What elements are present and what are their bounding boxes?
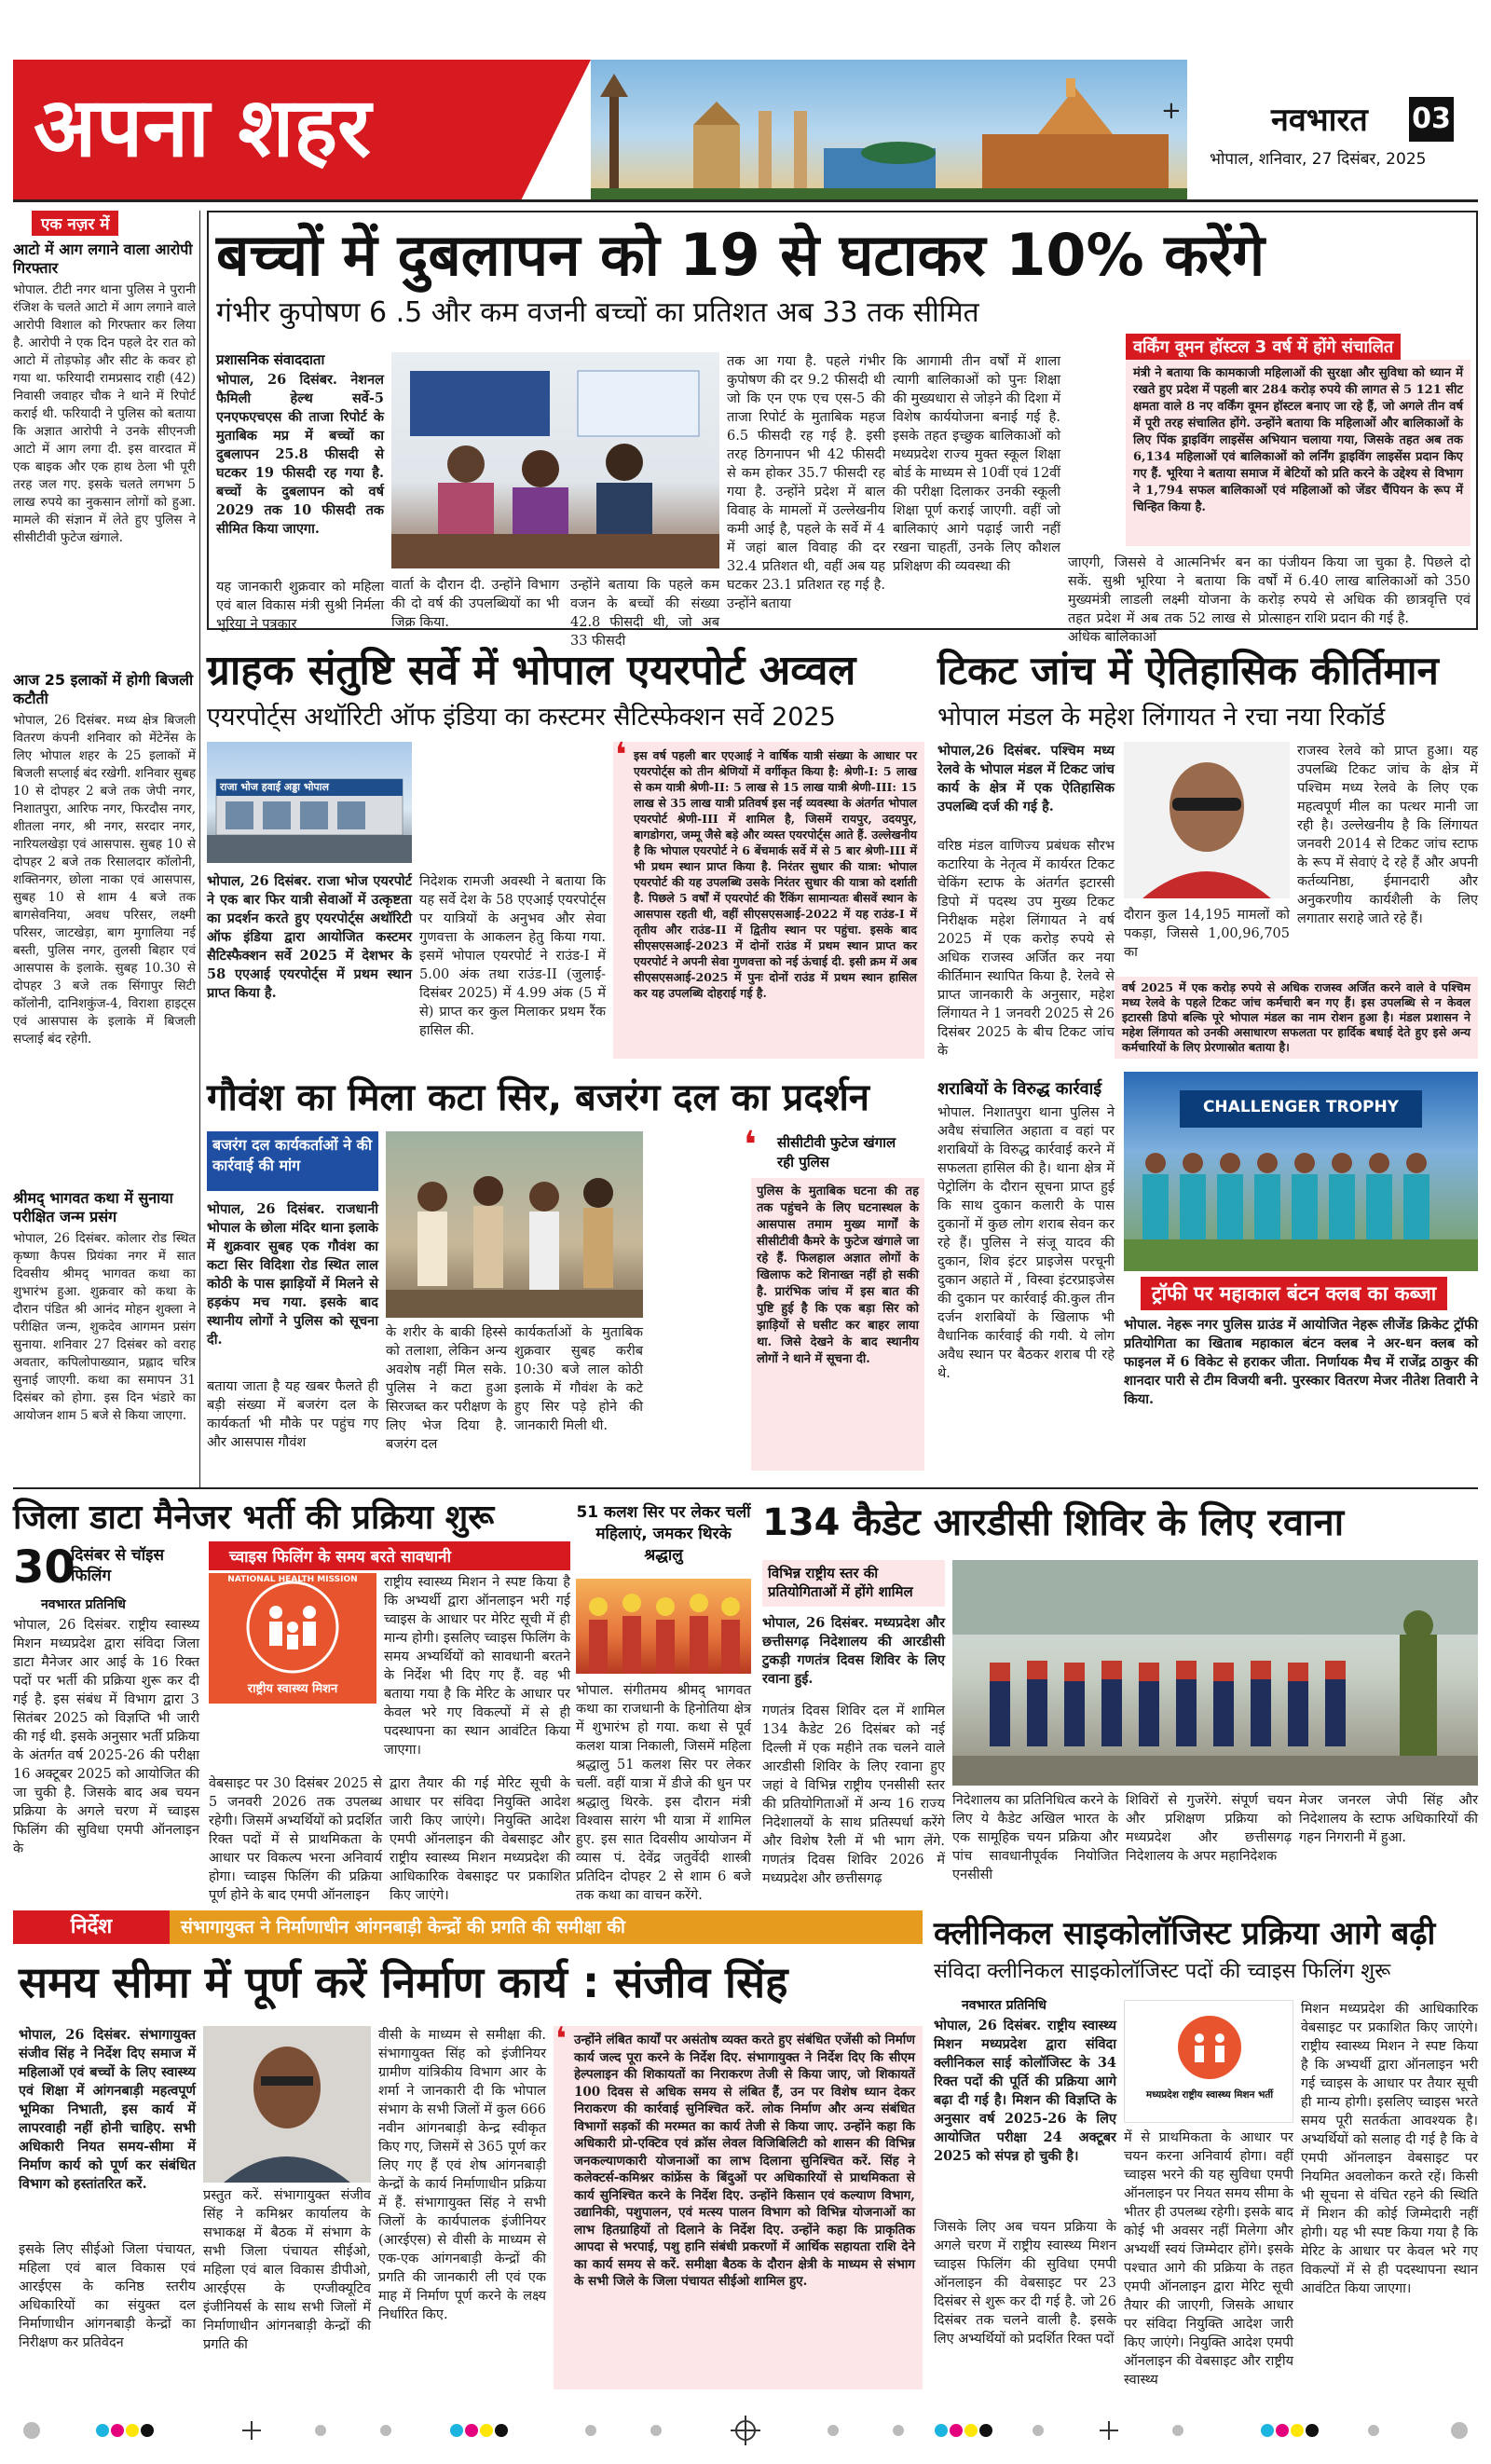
ncc-tag: विभिन्न राष्ट्रीय स्तर की प्रतियोगिताओं में होंगे शामिल (762, 1560, 945, 1607)
psych-col1b: जिसके लिए अब चयन प्रक्रिया के अगले चरण में राष्ट्रीय स्वास्थ्य मिशन च्वाइस फिलिंग की सुविधा एमपी ऑनलाइन की वेबसाइट पर 23 दिसंबर से शुरू कर दी गई है. जो 26 दिसंबर तक चलने वाली है. इसके लिए अभ्यर्थियों को प्रदर्शित रिक्त पदों (934, 2220, 1116, 2347)
section-rule (13, 1487, 1478, 1489)
airport-headline: ग्राहक संतुष्टि सर्वे में भोपाल एयरपोर्ट अव्वल (207, 647, 856, 694)
lead-headline: बच्चों में दुबलापन को 19 से घटाकर 10% करेंगे (216, 221, 1265, 289)
trophy-headline: ट्रॉफी पर महाकाल बंटन क्लब का कब्जा (1141, 1277, 1447, 1310)
portrait-illustration (1124, 742, 1290, 898)
section-title: अपना शहर (34, 79, 372, 175)
data-manager-story (13, 1495, 570, 1905)
airport-photo (207, 742, 412, 863)
ticket-col1: वरिष्ठ मंडल वाणिज्य प्रबंधक सौरभ कटारिया के नेतृत्व में कार्यरत टिकट चेकिंग स्टाफ के अंतर्गत इटारसी डिपो में पदस्थ उप मुख्य टिकट निरीक्षक महेश लिंगायत ने वर्ष 2025 में एक करोड़ रुपये से अधिक राजस्व अर्जित कर नया कीर्तिमान स्थापित किया है. रेलवे से प्राप्त जानकारी के अनुसार, महेश लिंगायत ने 1 जनवरी 2025 से 26 दिसंबर 2025 के बीच टिकट जांच के (937, 839, 1115, 1059)
anganwadi-headline: समय सीमा में पूर्ण करें निर्माण कार्य : संजीव सिंह (19, 1957, 788, 2007)
ticket-headline: टिकट जांच में ऐतिहासिक कीर्तिमान (937, 648, 1439, 693)
kalash-illustration (576, 1579, 751, 1674)
psych-logo-graphic (1125, 2001, 1294, 2124)
cow-tag: बजरंग दल कार्यकर्ताओं ने की कार्रवाई की मांग (207, 1131, 378, 1191)
psych-story (934, 1910, 1478, 2395)
lead-col6b: का पंजीयन किया जा चुका है. पिछले दो वर्षों में 6.40 लाख बालिकाओं को 350 करोड़ रुपये से अधिक की छात्रवृत्ति एवं प्रोत्साहन राशि प्रदान की गई है. (1258, 555, 1470, 626)
trophy-text: भोपाल. नेहरू नगर पुलिस ग्राउंड में आयोजित नेहरू लीजेंड क्रिकेट ट्रॉफी प्रतियोगिता का खिताब महाकाल बंटन क्लब ने अर-धन क्लब को फाइनल में 6 विकेट से हराकर जीता. निर्णायक मैच में राजेंद्र ठाकुर की शानदार पारी से टीम विजयी बनी. पुरस्कार वितरण मेजर नीतेश तिवारी ने किया. (1124, 1317, 1478, 1407)
ticket-story (937, 643, 1478, 1062)
city-landmarks-collage (591, 60, 1187, 199)
psych-byline: नवभारत प्रतिनिधि (962, 1998, 1046, 2013)
kalash-photo (576, 1579, 751, 1674)
cow-headline: गौवंश का मिला कटा सिर, बजरंग दल का प्रदर्शन (207, 1076, 870, 1119)
dm-col1: भोपाल, 26 दिसंबर. राष्ट्रीय स्वास्थ्य मिशन मध्यप्रदेश द्वारा संविदा जिला डाटा मैनेजर आर आई के 16 रिक्त पदों पर भर्ती की प्रक्रिया शुरू कर दी गई है. इस संबंध में विभाग द्वारा 3 सितंबर 2025 को विज्ञप्ति भी जारी की गई थी. इसके अनुसार भर्ती प्रक्रिया के अंतर्गत वर्ष 2025-26 की परीक्षा 16 अक्टूबर 2025 को आयोजित की जा चुकी है. जिसके बाद अब चयन प्रक्रिया के अगले चरण में च्वाइस फिलिंग की सुविधा एमपी ऑनलाइन के (13, 1618, 199, 1856)
anganwadi-col1b: इसके लिए सीईओ जिला पंचायत, महिला एवं बाल विकास एवं आरईएस के कनिष्ठ स्तरीय अधिकारियों का संयुक्त दल निर्माणाधीन आंगनबाड़ी केन्द्रों का निरीक्षण कर प्रतिवेदन (19, 2242, 196, 2350)
cow-intro: भोपाल, 26 दिसंबर. राजधानी भोपाल के छोला मंदिर थाना इलाके में शुक्रवार सुबह एक गौवंश का कटा सिर विदिशा रोड स्थित लाल कोठी के पास झाड़ियों में मिलने से हड़कंप मच गया. इसके बाद स्थानीय लोगों ने पुलिस को सूचना दी. (207, 1201, 378, 1348)
psych-logo-text: मध्यप्रदेश राष्ट्रीय स्वास्थ्य मिशन भर्ती (1145, 2089, 1274, 2101)
quote-mark-icon: ❛ (615, 736, 627, 774)
sidebar-label: एक नज़र में (32, 211, 118, 236)
dm-col2: वेबसाइट पर 30 दिसंबर 2025 से 5 जनवरी 2026 तक उपलब्ध रहेगी। जिसमें अभ्यर्थियों को प्रदर्शित रिक्त पदों में से प्राथमिकता के आधार पर विकल्प भरना अनिवार्य होगा। च्वाइस फिलिंग की प्रक्रिया पूर्ण होने के बाद एमपी ऑनलाइन (209, 1776, 382, 1903)
ncc-cadets-photo (952, 1560, 1478, 1786)
trophy-banner-text: CHALLENGER TROPHY (1202, 1098, 1400, 1116)
kalash-headline: 51 कलश सिर पर लेकर चलीं महिलाएं, जमकर थिरके श्रद्धालु (576, 1503, 751, 1565)
sidebar-brief-1-text: भोपाल. टीटी नगर थाना पुलिस ने पुरानी रंजिश के चलते आटो में आग लगाने वाले आरोपी विशाल को गिरफ्तार कर लिया है. आरोपी ने एक दिन पहले देर रात को आटो में तोड़फोड़ और सीट के कवर हो गया था. फरियादी रामप्रसाद राही (42) निवासी जवाहर चौक ने थाने में रिपोर्ट कराई थी. फरियादी ने पुलिस को बताया कि अज्ञात आरोपी ने उनके सीएनजी आटो में आग लगा दी. इस वारदात में एक बाइक और एक हाथ ठेला भी पूरी तरह जल गए. इसके चलते लगभग 5 लाख रुपये का नुकसान लोगों को हुआ. मामले की संज्ञान में लेते हुए पुलिस ने सीसीटीवी फुटेज खंगाले. (13, 282, 196, 545)
trophy-story (1124, 1072, 1478, 1472)
sidebar-brief-3-title: श्रीमद् भागवत कथा में सुनाया परीक्षित जन्म प्रसंग (13, 1189, 173, 1225)
airport-building-illustration (207, 742, 412, 863)
psych-col2b: में से प्राथमिकता के आधार पर चयन करना अनिवार्य होगा। वहीं च्वाइस भरने की यह सुविधा एमपी ऑनलाइन पर नियत समय सीमा के भीतर ही उपलब्ध रहेगी। इसके बाद कोई भी अवसर नहीं मिलेगा और अभ्यर्थी स्वयं जिम्मेदार होंगे। इसके पश्चात आगे की प्रक्रिया के तहत एमपी ऑनलाइन द्वारा मेरिट सूची तैयार की जाएगी, जिसके आधार पर संविदा नियुक्ति आदेश जारी किए जाएंगे। नियुक्ति आदेश एमपी ऑनलाइन की वेबसाइट और राष्ट्रीय स्वास्थ्य (1124, 2130, 1293, 2388)
drunk-text: भोपाल. निशातपुरा थाना पुलिस ने अवैध संचालित अहाता व वहां पर शराबियों के विरुद्ध कार्रवाई करने में सफलता हासिल की है। थाना क्षेत्र में पेट्रोलिंग के दौरान सूचना प्राप्त हुई कि साथ दुकान कलारी के पास दुकानों में कुछ लोग शराब सेवन कर रहे हैं। पुलिस ने संजू यादव की दुकान, शिव इंटर प्राइजेस परचूनी दुकान अहाते में , विस्वा इंटरप्राइजेस की दुकान पर कार्रवाई की.कुल तीन दर्जन शराबियों के खिलाफ भी वैधानिक कार्रवाई की गयी. ये लोग अवैध स्थान पर बैठकर शराब पी रहे थे. (937, 1105, 1115, 1381)
lead-story (207, 211, 1478, 649)
ticket-col2: राजस्व रेलवे को प्राप्त हुआ। यह उपलब्धि टिकट जांच के क्षेत्र में पश्चिम मध्य रेलवे के लिए एक महत्वपूर्ण मील का पत्थर मानी जा रही है। उल्लेखनीय है कि लिंगायत जनवरी 2014 से टिकट जांच स्टाफ के रूप में सेवाएं दे रहे हैं और अपनी कर्तव्यनिष्ठा, ईमानदारी और अनुकरणीय कार्यशैली के लिए लगातार सराहे जाते रहे हैं। (1297, 744, 1478, 926)
commissioner-photo (203, 2026, 371, 2183)
registration-marks (13, 2410, 1478, 2451)
drunk-brief (937, 1072, 1115, 1472)
lead-subhead: गंभीर कुपोषण 6 .5 और कम वजनी बच्चों का प्रतिशत अब 33 तक सीमित (216, 296, 979, 329)
lead-col6a: जाएगी, जिससे वे आत्मनिर्भर बन सकें. सुश्री भूरिया ने बताया कि मुख्यमंत्री लाडली लक्ष्मी योजना के तहत प्रदेश में अब तक 52 लाख से अधिक बालिकाओं (1068, 555, 1251, 645)
kalash-story (576, 1495, 751, 1905)
dm-col3: द्वारा तैयार की गई मेरिट सूची के आधार पर संविदा नियुक्ति आदेश जारी किए जाएंगे। नियुक्ति आदेश एमपी ऑनलाइन की वेबसाइट और राष्ट्रीय स्वास्थ्य मिशन मध्यप्रदेश की आधिकारिक वेबसाइट पर प्रकाशित किए जाएंगे। (390, 1776, 570, 1903)
nhm-logo-text: NATIONAL HEALTH MISSION (227, 1575, 358, 1584)
airport-subhead: एयरपोर्ट्स अथॉरिटी ऑफ इंडिया का कस्टमर सैटिस्फेक्शन सर्वे 2025 (207, 703, 836, 732)
dm-big-text: दिसंबर से चॉइस फिलिंग (71, 1546, 164, 1585)
nhm-logo-hindi: राष्ट्रीय स्वास्थ्य मिशन (247, 1682, 338, 1696)
anganwadi-intro: भोपाल, 26 दिसंबर. संभागायुक्त संजीव सिंह ने निर्देश दिए समाज में महिलाओं एवं बच्चों के लिए स्वास्थ्य एवं शिक्षा में आंगनबाड़ी महत्वपूर्ण भूमिका निभाती, इस कार्य में लापरवाही नहीं होनी चाहिए. सभी अधिकारी नियत समय-सीमा में निर्माण कार्य को पूर्ण कर संबंधित विभाग को हस्तांतरित करें. (19, 2027, 196, 2192)
airport-quote-box: इस वर्ष पहली बार एएआई ने वार्षिक यात्री संख्या के आधार पर एयरपोर्ट्स को तीन श्रेणियों में वर्गीकृत किया है: श्रेणी-I: 5 लाख से कम यात्री श्रेणी-II: 5 लाख से 15 लाख यात्री श्रेणी-III: 15 लाख से 35 लाख यात्री प्रतिवर्ष इस नई व्यवस्था के अंतर्गत भोपाल एयरपोर्ट श्रेणी-III में शामिल है, जिसमें रायपुर, उदयपुर, बागडोगरा, जम्मू जैसे बड़े और व्यस्त एयरपोर्ट्स आते हैं. उल्लेखनीय है कि भोपाल एयरपोर्ट ने 6 बेंचमार्क सर्वे में से 5 बार श्रेणी-III में भी प्रथम स्थान प्राप्त किया है. निरंतर सुधार की यात्रा: भोपाल एयरपोर्ट की यह उपलब्धि उसके निरंतर सुधार की यात्रा को दर्शाती है. पिछले 5 वर्षों में एयरपोर्ट की रैंकिंग सामान्यतः बीसवें स्थान के आसपास रहती थी, वहीं सीएसएसआई-2022 में यह राउंड-I में तृतीय और राउंड-II में द्वितीय स्थान पर पहुंचा. इसके बाद सीएसएसआई-2023 में दोनों राउंड में प्रथम स्थान प्राप्त कर एयरपोर्ट ने अपनी सेवा गुणवत्ता को नई ऊंचाई दी. इसी क्रम में अब सीएसएसआई-2025 में पुनः दोनों राउंड में प्रथम स्थान हासिल कर यह उपलब्धि दोहराई गई है. (613, 742, 924, 1059)
anganwadi-story (13, 1910, 923, 2395)
ticket-intro: भोपाल,26 दिसंबर. पश्चिम मध्य रेलवे के भोपाल मंडल में टिकट जांच कार्य के क्षेत्र में एक ऐतिहासिक उपलब्धि दर्ज की गई है. (937, 743, 1115, 814)
airport-col2: निदेशक रामजी अवस्थी ने बताया कि यह सर्वे देश के 58 एएआई एयरपोर्ट्स पर यात्रियों के अनुभव और सेवा गुणवत्ता के आकलन हेतु किया गया. इसमें भोपाल एयरपोर्ट ने राउंड-I में 5.00 अंक तथा राउंड-II (जुलाई-दिसंबर 2025) में 4.99 अंक (5 में से) प्राप्त कर कुल मिलाकर प्रथम रैंक हासिल की. (419, 874, 606, 1038)
cow-col3: कार्यकर्ताओं के मुताबिक शुक्रवार सुबह करीब 10:30 बजे लाल कोठी इलाके में गौवंश के कटे हुए सिर पड़े होने की जानकारी मिली थी. (514, 1325, 643, 1433)
trophy-team-photo (1124, 1072, 1478, 1271)
airport-story (207, 643, 924, 1062)
ticket-portrait-photo (1124, 742, 1290, 898)
cow-story (207, 1072, 924, 1472)
cow-quote-text: पुलिस के मुताबिक घटना की तह तक पहुंचने के लिए घटनास्थल के आसपास तमाम मुख्य मार्गों के सीसीटीवी कैमरे के फुटेज खंगाले जा रहे हैं. फिलहाल अज्ञात लोगों के खिलाफ कटे शिनाख्त नहीं हो सकी है. प्रारंभिक जांच में इस बात की पुष्टि हुई है कि एक बड़ा सिर को झाड़ियों से घसीट कर बाहर लाया था. जिसे देखने के बाद स्थानीय लोगों ने थाने में सूचना दी. (751, 1178, 924, 1471)
ticket-subhead: भोपाल मंडल के महेश लिंगायत ने रचा नया रिकॉर्ड (937, 703, 1386, 732)
lead-photo-caption: वार्ता के दौरान दी. उन्होंने विभाग की दो वर्ष की उपलब्धियों का भी जिक्र किया. (391, 578, 559, 630)
lead-col4: कि आगामी तीन वर्षों में शाला त्यागी बालिकाओं को पुनः शिक्षा की मुख्यधारा से जोड़ने की दिशा में विशेष कार्ययोजना बनाई गई है. इसके तहत इच्छुक बालिकाओं को मध्यप्रदेश राज्य मुक्त स्कूल शिक्षा बोर्ड के माध्यम से 10वीं एवं 12वीं की परीक्षा दिलाकर उनकी स्कूली शिक्षा पूर्ण कराई जाएगी. वहीं जो बालिकाएं आगे पढ़ाई जारी नहीं रखना चाहतीं, उनके लिए कौशल प्रशिक्षण की व्यवस्था की (893, 354, 1060, 574)
kalash-text: भोपाल. संगीतमय श्रीमद् भागवत कथा का राजधानी के हिनोतिया क्षेत्र में शुभारंभ हो गया. कथा से पूर्व कलश यात्रा निकाली, जिसमें महिला श्रद्धालु 51 कलश सिर पर लेकर चलीं. वहीं यात्रा में डीजे की धुन पर श्रद्धालु थिरके. इस दौरान मंत्री विश्वास सारंग भी यात्रा में शामिल हुए. इस सात दिवसीय आयोजन में व्यास पं. देवेंद्र जतुर्वेदी शास्त्री प्रतिदिन दोपहर 2 से शाम 6 बजे तक कथा का वाचन करेंगे. (576, 1683, 751, 1903)
commissioner-illustration (203, 2026, 371, 2183)
lead-box-title: वर्किंग वूमन हॉस्टल 3 वर्ष में होंगे संचालित (1126, 334, 1401, 360)
protest-illustration (386, 1131, 643, 1318)
lead-intro: भोपाल, 26 दिसंबर. नेशनल फैमिली हेल्थ सर्वे-5 एनएफएचएस की ताजा रिपोर्ट के मुताबिक मप्र में बच्चों का दुबलापन 25.8 फीसदी से घटकर 19 फीसदी रह गया है. बच्चों के दुबलापन को वर्ष 2029 तक 10 फीसदी तक सीमित किया जाएगा. (216, 372, 384, 537)
psych-col3: मिशन मध्यप्रदेश की आधिकारिक वेबसाइट पर प्रकाशित किए जाएंगे। राष्ट्रीय स्वास्थ्य मिशन ने स्पष्ट किया है कि अभ्यर्थी द्वारा ऑनलाइन भरी गई च्वाइस के आधार पर तैयार सूची ही मान्य होगी। इसलिए च्वाइस भरते समय पूरी सतर्कता आवश्यक है। अभ्यर्थियों को सलाह दी गई है कि वे एमपी ऑनलाइन वेबसाइट पर नियमित अवलोकन करते रहें। किसी भी सूचना से वंचित रहने की स्थिति में मिशन की कोई जिम्मेदारी नहीं होगी। यह भी स्पष्ट किया गया है कि मेरिट के आधार पर केवल भरे गए विकल्पों में से ही पदस्थापना स्थान आवंटित किया जाएगा। (1301, 2002, 1478, 2296)
psych-nhm-logo (1124, 2000, 1293, 2123)
ncc-headline: 134 कैडेट आरडीसी शिविर के लिए रवाना (762, 1501, 1345, 1544)
dateline: भोपाल, शनिवार, 27 दिसंबर, 2025 (1210, 150, 1427, 169)
quote-mark-icon: ❛ (555, 2020, 567, 2058)
quote-mark-icon: ❛ (744, 1124, 757, 1167)
cow-col2: के शरीर के बाकी हिस्से को तलाशा, लेकिन अन्य अवशेष नहीं मिल सके. पुलिस ने कटा हुआ सिरजब्त कर परीक्षण के लिए भेज दिया है. बजरंग दल (386, 1325, 507, 1452)
sidebar-brief-3-text: भोपाल, 26 दिसंबर. कोलार रोड स्थित कृष्णा कैपस प्रियंका नगर में सात दिवसीय श्रीमद् भागवत कथा का शुभारंभ हुआ. शुक्रवार को कथा के दौरान पंडित श्री आनंद मोहन शुक्ला ने परीक्षित जन्म, शुकदेव आगमन प्रसंग सुनाया. शनिवार 27 दिसंबर को वराह अवतार, कपिलोपाख्यान, प्रह्लाद चरित्र सुनाई जाएगी. कथा का समापन 31 दिसंबर को होगा. इस दिन भंडारे का आयोजन शाम 5 बजे से किया जाएगा. (13, 1231, 196, 1423)
lead-photo-press-conference (391, 352, 719, 568)
ncc-story (762, 1495, 1478, 1905)
dm-big-number: 30 (13, 1541, 75, 1594)
masthead-rule (13, 199, 1478, 202)
anganwadi-photo-caption: प्रस्तुत करें. संभागायुक्त संजीव सिंह ने कमिश्नर कार्यालय के सभाकक्ष में बैठक में संभाग के सभी जिला पंचायत सीईओ, महिला एवं बाल विकास डीपीओ, आरईएस के एग्जीक्यूटिव इंजीनियर्स के साथ सभी जिलों में निर्माणाधीन आंगनबाड़ी केन्द्रों की प्रगति की (203, 2188, 371, 2352)
drunk-title: शराबियों के विरुद्ध कार्रवाई (937, 1079, 1102, 1099)
airport-intro: भोपाल, 26 दिसंबर. राजा भोज एयरपोर्ट ने एक बार फिर यात्री सेवाओं में उत्कृष्टता का प्रदर्शन करते हुए एयरपोर्ट्स अथॉरिटी ऑफ इंडिया द्वारा आयोजित कस्टमर सैटिस्फैक्शन सर्वे 2025 में देशभर के 58 एएआई एयरपोर्ट्स में प्रथम स्थान प्राप्त किया है. (207, 873, 412, 1001)
cow-protest-photo (386, 1131, 643, 1318)
cow-quote-title: सीसीटीवी फुटेज खंगाल रही पुलिस (770, 1131, 924, 1174)
psych-headline: क्लीनिकल साइकोलॉजिस्ट प्रक्रिया आगे बढ़ी (934, 1915, 1436, 1952)
print-registration-strip (13, 2410, 1478, 2451)
dm-warning-text: राष्ट्रीय स्वास्थ्य मिशन ने स्पष्ट किया है कि अभ्यर्थी द्वारा ऑनलाइन भरी गई च्वाइस के आधार पर मेरिट सूची में ही मान्य होगी। इसलिए च्वाइस फिलिंग के समय अभ्यर्थियों को सावधानी बरतने के निर्देश भी दिए गए हैं. वह भी बताया गया है कि मेरिट के आधार पर केवल भरे गए विकल्पों में से ही पदस्थापना का स्थान आवंटित किया जाएगा। (384, 1575, 570, 1758)
plus-mark: + (1161, 97, 1182, 125)
newspaper-logo: नवभारत (1271, 102, 1368, 139)
masthead (13, 60, 1478, 199)
sidebar-brief-2-text: भोपाल, 26 दिसंबर. मध्य क्षेत्र बिजली वितरण कंपनी शनिवार को मेंटेनेंस के लिए भोपाल शहर के 25 इलाकों में बिजली सप्लाई बंद रखेगी. शनिवार सुबह 10 से दोपहर 2 बजे तक जेपी नगर, निशातपुरा, आरिफ नगर, फिरदौस नगर, शीतला नगर, श्री नगर, सरदार नगर, नारियलखेड़ा एवं आसपास. सुबह 10 से दोपहर 2 बजे तक रिसालदार कॉलोनी, शक्तिनगर, छोला नाका एवं आसपास, सुबह 10 से शाम 4 बजे तक बागसेवनिया, अवध परिसर, लक्ष्मी परिसर, जाटखेड़ा, बाग मुगालिया नई बस्ती, पुलिस नगर, तुलसी बिहार एवं आसपास के इलाके. सुबह 10.30 से दोपहर 3 बजे तक सिंगापुर सिटी कॉलोनी, दानिशकुंज-4, विराशा हाइट्स एवं आसपास के इलाके में बिजली सप्लाई बंद रहेगी. (13, 713, 196, 1047)
sidebar (13, 211, 196, 1487)
lead-col-mid: उन्होंने बताया कि पहले कम वजन के बच्चों की संख्या 42.8 फीसदी थी, जो अब 33 फीसदी (570, 578, 719, 649)
psych-subhead: संविदा क्लीनिकल साइकोलॉजिस्ट पदों की च्वाइस फिलिंग शुरू (934, 1960, 1391, 1983)
anganwadi-tag: निर्देश (13, 1910, 170, 1944)
dm-headline: जिला डाटा मैनेजर भर्ती की प्रक्रिया शुरू (13, 1499, 495, 1537)
lead-col1-continued: यह जानकारी शुक्रवार को महिला एवं बाल विकास मंत्री सुश्री निर्मला भूरिया ने पत्रकार (216, 580, 384, 632)
anganwadi-quote: उन्होंने लंबित कार्यों पर असंतोष व्यक्त करते हुए संबंधित एजेंसी को निर्माण कार्य जल्द पूरा करने के निर्देश दिए. संभागायुक्त ने निर्देश दिए कि सीएम हेल्पलाइन की शिकायतों का निराकरण तेजी से किया जाए, जो शिकायतें 100 दिवस से अधिक समय से लंबित हैं, उन पर विशेष ध्यान देकर निराकरण की कार्रवाई सुनिश्चित करें. लोक निर्माण और अन्य संबंधित विभागों सड़कों की मरम्मत का कार्य तेजी से किया जाए. उन्होंने कहा कि अधिकारी प्रो-एक्टिव एवं क्रॉस लेवल विजिबिलिटी को शासन की विभिन्न जनकल्याणकारी योजनाओं का लाभ दिलाना सुनिश्चित करें. सिंह ने कलेक्टर्स-कमिश्नर कांफ्रेंस के बिंदुओं पर अधिकारियों से प्राथमिकता से कार्य सुनिश्चित करने के निर्देश दिए. उन्होंने किसान एवं कल्याण विभाग, उद्यानिकी, पशुपालन, एवं मत्स्य पालन विभाग को विभिन्न योजनाओं का लाभ हितग्राहियों तो दिलाने के निर्देश दिए. उन्होंने कहा कि प्राकृतिक आपदा से भरपाई, पशु हानि संबंधी प्रकरणों में आर्थिक सहायता राशि देने का कार्य समय से करें. समीक्षा बैठक के दौरान क्षेत्री के माध्यम से संभाग के सभी जिले के जिला पंचायत सीईओ शामिल हुए. (554, 2026, 923, 2389)
dm-byline: नवभारत प्रतिनिधि (41, 1597, 126, 1612)
ncc-col4: मेजर जनरल जेपी सिंह और निदेशालय के स्टाफ अधिकारियों की गहन निगरानी में हुआ. (1299, 1793, 1478, 1845)
anganwadi-col3: वीसी के माध्यम से समीक्षा की. संभागायुक्त सिंह को इंजीनियर ग्रामीण यांत्रिकीय विभाग आर के शर्मा ने जानकारी दी कि भोपाल संभाग के सभी जिलों में कुल 666 नवीन आंगनबाड़ी केन्द्र स्वीकृत किए गए, जिसमें से 365 पूर्ण कर लिए गए हैं एवं शेष आंगनबाड़ी केन्द्रों के कार्य निर्माणाधीन प्रक्रिया में हैं. संभागायुक्त सिंह ने सभी जिलों के कार्यपालक इंजीनियर (आरईएस) से वीसी के माध्यम से एक-एक आंगनबाड़ी केन्द्रों की प्रगति की जानकारी ली एवं एक माह में निर्माण पूर्ण करने के लक्ष्य निर्धारित किए. (378, 2028, 546, 2322)
dm-tag: च्वाइस फिलिंग के समय बरते सावधानी (209, 1541, 570, 1570)
lead-col3: तक आ गया है. पहले गंभीर कुपोषण की दर 9.2 फीसदी थी जो कि एन एफ एच एस-5 की ताजा रिपोर्ट के मुताबिक महज 6.5 फीसदी रह गई है. इसी तरह ठिगनापन भी 42 फीसदी से कम होकर 35.7 फीसदी रह गया है. उन्होंने प्रदेश में बाल विवाह के मामलों में उल्लेखनीय कमी आई है, पहले के सर्वे में 4 में जहां बाल विवाह की दर 32.4 प्रतिशत थी, वहीं अब यह घटकर 23.1 प्रतिशत रह गई है. उन्होंने बताया (727, 354, 885, 611)
sidebar-divider (199, 211, 200, 1487)
lead-byline: प्रशासनिक संवाददाता (216, 351, 325, 368)
press-conference-illustration (391, 352, 719, 568)
page-number: 03 (1409, 97, 1454, 142)
cow-col1b: बताया जाता है यह खबर फैलते ही बड़ी संख्या में बजरंग दल के कार्यकर्ता भी मौके पर पहुंच गए और आसपास गौवंश (207, 1379, 378, 1450)
sidebar-brief-2-title: आज 25 इलाकों में होगी बिजली कटौती (13, 671, 194, 707)
ticket-highlight-box: वर्ष 2025 में एक करोड़ रुपये से अधिक राजस्व अर्जित करने वाले वे पश्चिम मध्य रेलवे के पहले टिकट जांच कर्मचारी बन गए हैं। इस उपलब्धि से न केवल इटारसी डिपो बल्कि पूरे भोपाल मंडल का नाम रोशन हुआ है। मंडल प्रशासन ने महेश लिंगायत को उनकी असाधारण सफलता पर हार्दिक बधाई देते हुए इसे अन्य कर्मचारियों के लिए प्रेरणास्रोत बताया है। (1115, 977, 1478, 1059)
ncc-intro: भोपाल, 26 दिसंबर. मध्यप्रदेश और छत्तीसगढ़ निदेशालय की आरडीसी टुकड़ी गणतंत्र दिवस शिविर के लिए रवाना हुई. (762, 1615, 945, 1687)
cadets-illustration (952, 1560, 1478, 1786)
ncc-col2: निदेशालय का प्रतिनिधित्व करने के लिए ये कैडेट अखिल भारत के एक सामूहिक चयन प्रक्रिया और पांच सावधानीपूर्वक नियोजित एनसीसी (952, 1793, 1118, 1882)
anganwadi-strap: संभागायुक्त ने निर्माणाधीन आंगनबाड़ी केन्द्रों की प्रगति की समीक्षा की (181, 1917, 625, 1937)
lead-box-text: मंत्री ने बताया कि कामकाजी महिलाओं की सुरक्षा और सुविधा को ध्यान में रखते हुए प्रदेश में पहली बार 284 करोड़ रुपये की लागत से 5 121 सीट क्षमता वाले 8 नए वर्किंग वूमन हॉस्टल बनाए जा रहे हैं, जो अगले तीन वर्ष में पूरी तरह संचालित होंगे. उन्होंने बताया कि महिलाओं और बालिकाओं के लिए पिंक ड्राइविंग लाइसेंस अभियान चलाया गया, जिसके तहत अब तक 6,134 महिलाओं एवं बालिकाओं को लर्निंग ड्राइविंग लाइसेंस प्रदान किए गए हैं. भूरिया ने बताया समाज में बेटियों को प्रति करने के उद्देश्य से विभाग ने 1,794 सफल बालिकाओं एवं महिलाओं को जेंडर चैंपियन के रूप में चिन्हित किया है. (1126, 360, 1470, 546)
ncc-col1b: गणतंत्र दिवस शिविर दल में शामिल 134 कैडेट 26 दिसंबर को नई दिल्ली में एक महीने तक चलने वाले आरडीसी शिविर के लिए रवाना हुए जहां वे विभिन्न राष्ट्रीय एनसीसी स्तर की प्रतियोगिताओं में अन्य 16 राज्य निदेशालयों के साथ प्रतिस्पर्धा करेंगे और विशेष रैली में भी भाग लेंगे. गणतंत्र दिवस शिविर 2026 में मध्यप्रदेश और छत्तीसगढ़ (762, 1704, 945, 1886)
ncc-col3: शिविरों से गुजरेंगे. संपूर्ण चयन और प्रशिक्षण प्रक्रिया को मध्यप्रदेश और छत्तीसगढ़ निदेशालय के अपर महानिदेशक (1126, 1793, 1292, 1864)
landmark-silhouettes (591, 60, 1187, 199)
airport-sign-text: राजा भोज हवाई अड्डा भोपाल (220, 781, 329, 793)
psych-intro: भोपाल, 26 दिसंबर. राष्ट्रीय स्वास्थ्य मिशन मध्यप्रदेश द्वारा संविदा क्लीनिकल साई कोलॉजिस्ट के 34 रिक्त पदों की पूर्ति की प्रक्रिया आगे बढ़ा दी गई है। मिशन की विज्ञप्ति के अनुसार वर्ष 2025-26 के लिए आयोजित परीक्षा 24 अक्टूबर 2025 को संपन्न हो चुकी है। (934, 2018, 1116, 2164)
ticket-photo-caption: दौरान कुल 14,195 मामलों को पकड़ा, जिससे 1,00,96,705 का (1124, 908, 1290, 960)
sidebar-brief-1-title: आटो में आग लगाने वाला आरोपी गिरफ्तार (13, 240, 193, 277)
